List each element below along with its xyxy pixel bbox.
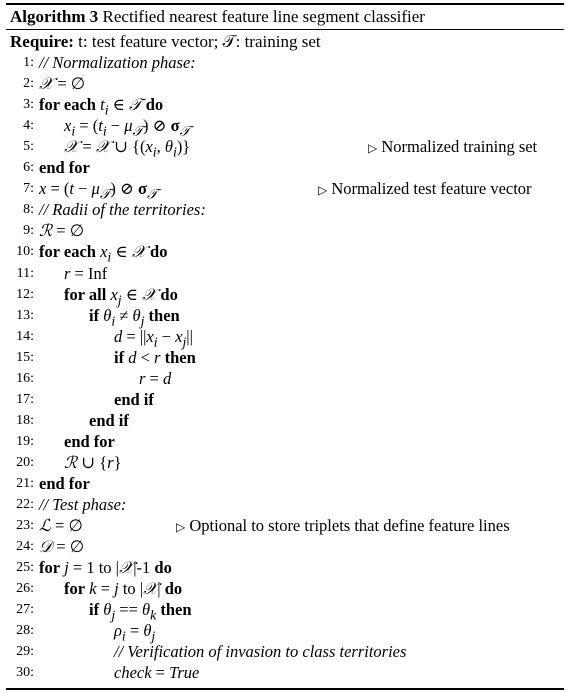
triangle-icon: ▷ [318,183,328,198]
algorithm-line [0,157,570,178]
line-number: 18: [16,412,34,428]
line-code: ℒ = ∅ [39,516,83,536]
comment-text: Optional to store triplets that define feature lines [189,516,510,536]
line-number: 8: [23,202,34,218]
algorithm-line [0,94,570,118]
line-code: end if [89,410,129,430]
line-number: 29: [16,644,34,660]
line-code: ℛ = ∅ [39,221,85,241]
line-number: 26: [16,581,34,597]
line-code: r = d [139,368,172,388]
line-comment [176,515,510,538]
line-number: 14: [16,328,34,344]
line-code: 𝒳 = ∅ [39,74,86,94]
line-comment [368,136,537,159]
algorithm-line [0,73,570,94]
algorithm-line [0,431,570,452]
line-code: for all $x_j$ ∈ 𝒳 do [64,284,178,307]
line-code: ℛ ∪ {r} [64,452,122,472]
line-number: 1: [23,55,34,70]
line-number: 7: [23,181,34,197]
algorithm-line [0,578,570,599]
line-number: 11: [16,265,34,281]
bottom-rule [6,688,564,690]
algorithm-label: Algorithm 3 [10,7,99,26]
triangle-icon: ▷ [176,520,186,535]
algorithm-line [0,620,570,644]
require-line [10,31,321,53]
algorithm-line [0,536,570,557]
line-code: $d = ||x_i - x_j||$ [114,326,193,349]
line-code: end if [114,389,154,409]
line-number: 25: [16,560,34,576]
algorithm-line [0,368,570,389]
require-label: Require: [10,32,74,51]
line-number: 21: [16,476,34,491]
algorithm-line [0,599,570,623]
algorithm-line [0,178,570,202]
line-number: 27: [16,602,34,618]
line-number: 17: [16,391,34,407]
algorithm-line [0,641,570,662]
line-number: 15: [16,349,34,365]
algorithm-line [0,284,570,305]
line-code: // Test phase: [39,495,127,515]
algorithm-line [0,452,570,473]
line-code: // Radii of the territories: [39,200,206,220]
line-number: 28: [16,623,34,639]
algorithm-line [0,515,570,536]
algorithm-line [0,326,570,347]
line-number: 2: [23,76,34,92]
algorithm-line [0,473,570,494]
line-number: 12: [16,286,34,302]
algorithm-line [0,263,570,284]
algorithm-line [0,52,570,73]
algorithm-caption [10,6,425,28]
line-number: 4: [23,118,34,134]
algorithm-line [0,494,570,515]
algorithm-line [0,410,570,431]
line-number: 6: [23,160,34,176]
line-code: $x_i = (t_i - \mu_𝒯)$ ⊘ $\sigma_𝒯$ [64,116,191,139]
line-number: 3: [23,97,34,113]
algorithm-line [0,115,570,139]
line-number: 16: [16,370,34,386]
top-rule [6,3,564,5]
line-code: check = True [114,663,200,683]
triangle-icon: ▷ [368,141,378,156]
line-number: 22: [16,497,34,513]
line-code: end for [39,158,90,178]
algorithm-line [0,199,570,220]
line-code: for each $t_i$ ∈ 𝒯 do [39,95,164,118]
algorithm-line [0,557,570,578]
line-code: // Normalization phase: [39,53,196,72]
line-code: for k = j to |𝒳| do [64,579,183,599]
line-code: if $\theta_i \ne \theta_j$ then [89,305,180,328]
require-text: t: test feature vector; 𝒯: training set [78,32,321,51]
algorithm-line [0,241,570,265]
line-code: for each $x_i$ ∈ 𝒳 do [39,242,168,265]
line-code: if $\theta_j == \theta_k$ then [89,600,192,623]
line-code: $\rho_i = \theta_j$ [114,621,156,644]
line-number: 23: [16,518,34,534]
line-number: 10: [16,244,34,260]
algorithm-line [0,305,570,326]
caption-rule [6,29,564,30]
algorithm-line [0,389,570,410]
line-number: 13: [16,307,34,323]
line-number: 5: [23,139,34,155]
line-code: 𝒟 = ∅ [39,537,85,557]
line-number: 20: [16,454,34,470]
algorithm-line [0,662,570,683]
line-number: 24: [16,539,34,555]
line-number: 19: [16,433,34,449]
algorithm-line [0,136,570,160]
line-code: end for [64,431,115,451]
line-code: r = Inf [64,263,108,283]
algorithm-title: Rectified nearest feature line segment classifier [102,7,425,26]
line-code: end for [39,474,90,493]
line-number: 9: [23,223,34,239]
line-code: if d < r then [114,347,196,367]
algorithm-line [0,347,570,368]
line-code: $x = (t - \mu_𝒯)$ ⊘ $\sigma_𝒯$ [39,179,158,202]
line-code: // Verification of invasion to class territories [114,642,407,662]
comment-text: Normalized test feature vector [331,179,532,199]
line-code: for j = 1 to |𝒳|-1 do [39,558,172,578]
line-code: 𝒳 = 𝒳 ∪ {($x_i$, $\theta_i$)} [64,137,191,160]
line-comment [318,178,532,201]
algorithm-line [0,220,570,241]
line-number: 30: [16,665,34,681]
comment-text: Normalized training set [381,137,538,157]
